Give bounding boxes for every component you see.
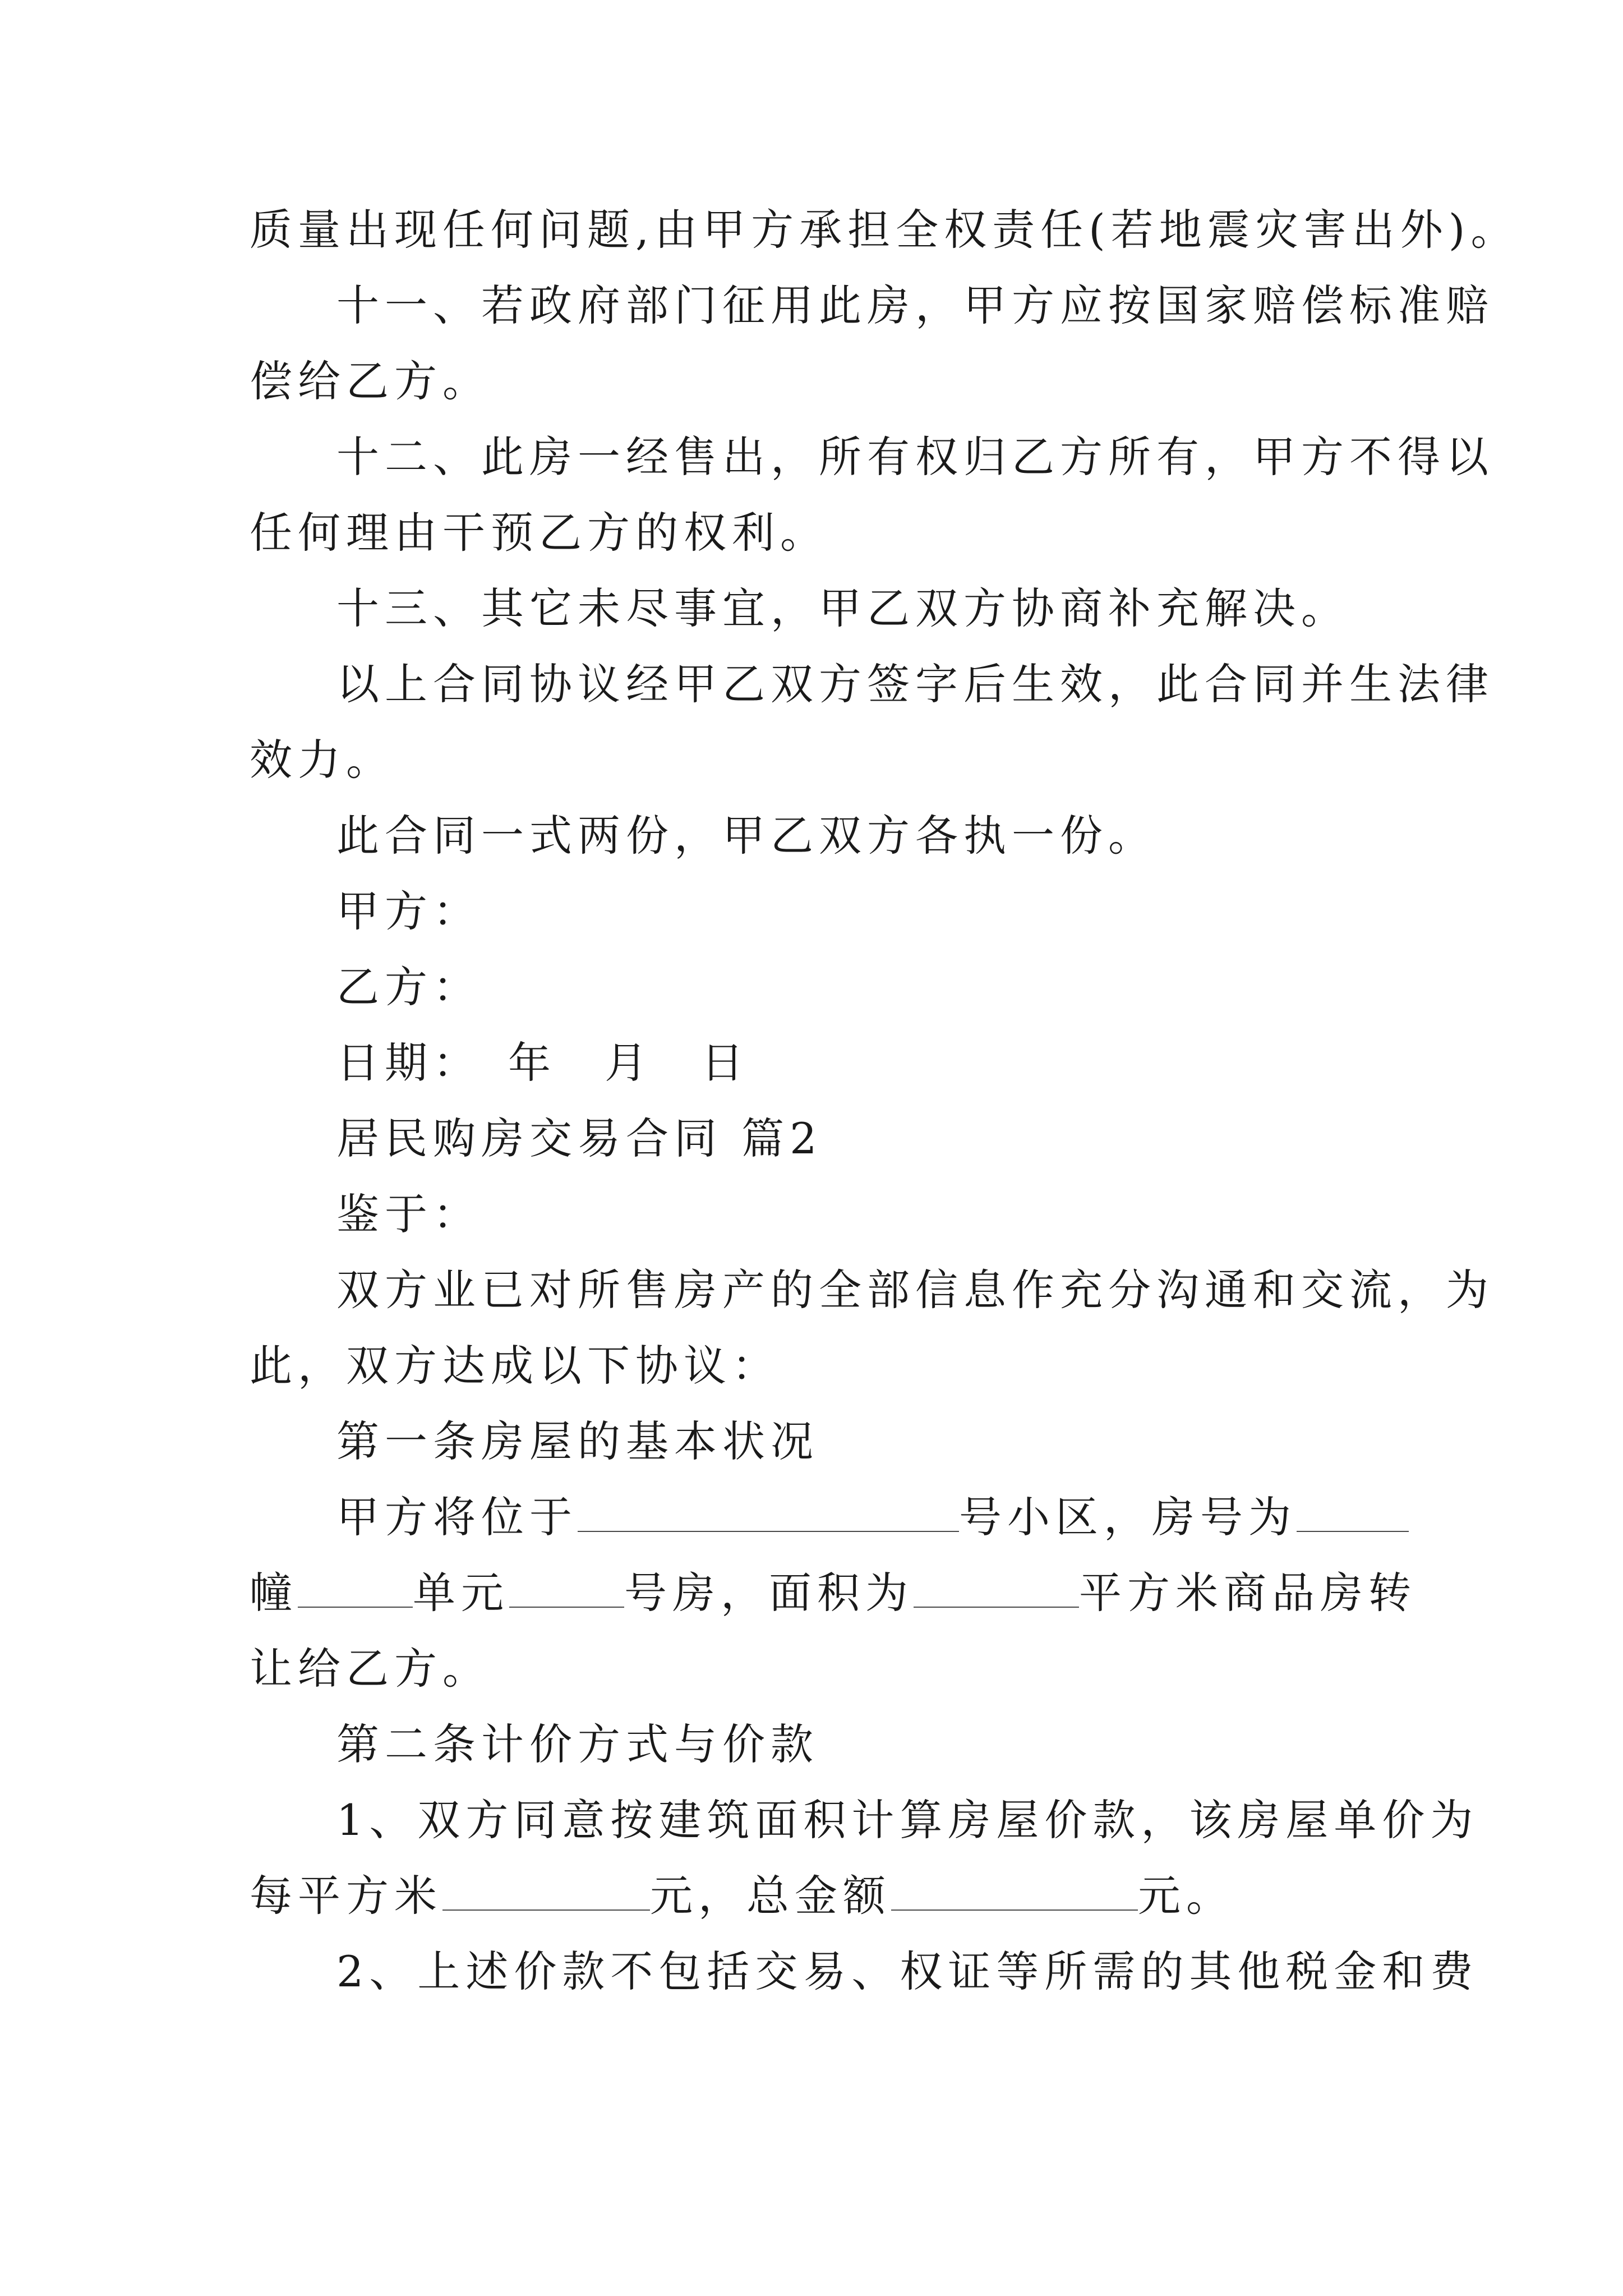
text-line: 此，双方达成以下协议：: [250, 1341, 780, 1391]
fill-blank-area[interactable]: [914, 1572, 1079, 1608]
text-line: 鉴于：: [336, 1189, 481, 1239]
party-a-label: 甲方：: [336, 886, 481, 936]
section-heading: 居民购房交易合同 篇2: [336, 1114, 823, 1163]
text-line: 十二、此房一经售出，所有权归乙方所有，甲方不得以: [336, 432, 1494, 482]
text-segment: 号小区，房号为: [959, 1492, 1297, 1542]
text-segment: 元。: [1138, 1871, 1234, 1921]
text-segment: 幢: [250, 1568, 298, 1618]
party-b-label: 乙方：: [336, 962, 481, 1012]
text-line: 2、上述价款不包括交易、权证等所需的其他税金和费: [336, 1947, 1479, 1996]
clause1-line1: [336, 1487, 1409, 1548]
text-line: 十三、其它未尽事宜，甲乙双方协商补充解决。: [336, 583, 1349, 633]
text-line: 质量出现任何问题,由甲方承担全权责任(若地震灾害出外)。: [250, 205, 1519, 255]
text-line: 让给乙方。: [250, 1644, 491, 1694]
text-segment: 甲方将位于: [336, 1492, 578, 1542]
text-line: 此合同一式两份，甲乙双方各执一份。: [336, 811, 1156, 861]
text-segment: 单元: [413, 1568, 509, 1618]
text-segment: 元，总金额: [650, 1871, 891, 1921]
text-line: 效力。: [250, 735, 394, 785]
text-segment: 号房，面积为: [624, 1568, 914, 1618]
fill-blank-unit[interactable]: [509, 1572, 624, 1608]
clause1-line2: [250, 1562, 1417, 1624]
text-line: 任何理由干预乙方的权利。: [250, 508, 828, 558]
fill-blank-total-amount[interactable]: [891, 1875, 1138, 1911]
text-segment: 每平方米: [250, 1871, 442, 1921]
fill-blank-building-no[interactable]: [298, 1572, 413, 1608]
clause-heading: 第二条计价方式与价款: [336, 1719, 819, 1769]
text-line: 1、双方同意按建筑面积计算房屋价款，该房屋单价为: [336, 1795, 1479, 1845]
fill-blank-unit-price[interactable]: [442, 1875, 650, 1911]
date-label: 日期： 年 月 日: [336, 1038, 749, 1088]
fill-blank-location[interactable]: [578, 1496, 959, 1532]
fill-blank-building[interactable]: [1297, 1496, 1409, 1532]
text-line: 以上合同协议经甲乙双方签字后生效，此合同并生法律: [336, 659, 1494, 709]
text-line: 十一、若政府部门征用此房，甲方应按国家赔偿标准赔: [336, 280, 1494, 330]
text-line: 双方业已对所售房产的全部信息作充分沟通和交流，为: [336, 1265, 1494, 1315]
price-line2: [250, 1865, 1234, 1927]
text-line: 偿给乙方。: [250, 356, 491, 406]
text-segment: 平方米商品房转: [1079, 1568, 1417, 1618]
clause-heading: 第一条房屋的基本状况: [336, 1416, 819, 1466]
